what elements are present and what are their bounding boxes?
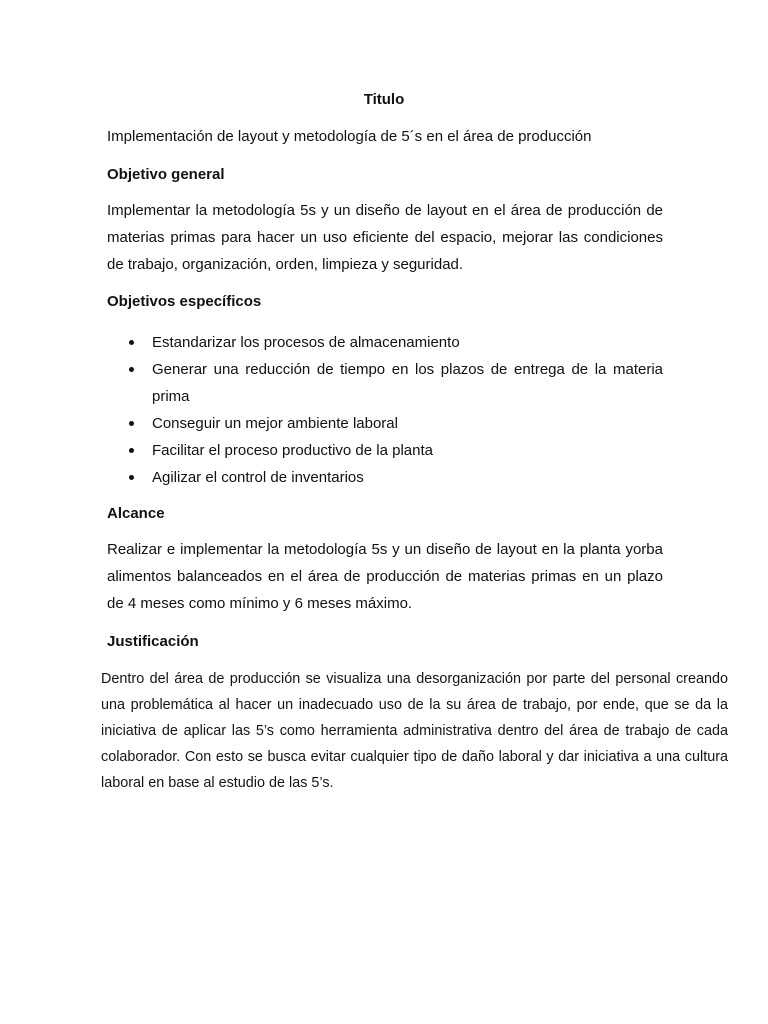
list-item [107, 464, 663, 491]
bullet-icon [129, 421, 134, 426]
objetivos-especificos-heading: Objetivos específicos [107, 293, 262, 310]
document-title: Titulo [363, 91, 405, 108]
alcance-paragraph: Realizar e implementar la metodología 5s y un diseño de layout en la planta yorba alimentos balanceados en el área de producción de materias primas en un plazo de 4 meses como mínimo y 6 meses máximo. [107, 541, 663, 612]
justificacion-heading: Justificación [107, 633, 199, 650]
objetivo-general-heading: Objetivo general [107, 166, 225, 183]
bullet-icon [129, 340, 134, 345]
justificacion-paragraph: Dentro del área de producción se visualiza una desorganización por parte del personal creando una problemática al hacer un inadecuado uso de la su área de trabajo, por ende, que se da la iniciativa de aplicar las 5’s como herramienta administrativa dentro del área de trabajo de cada colaborador. Con esto se busca evitar cualquier tipo de daño laboral y dar iniciativa a una cultura laboral en base al estudio de las 5’s. [101, 671, 728, 791]
list-item [107, 329, 663, 356]
bullet-icon [129, 367, 134, 372]
objetivos-especificos-list [107, 329, 663, 491]
bullet-icon [129, 448, 134, 453]
list-item-text: Generar una reducción de tiempo en los plazos de entrega de la materia prima [152, 361, 663, 405]
document-subtitle: Implementación de layout y metodología de 5´s en el área de producción [107, 128, 592, 145]
list-item [107, 356, 663, 410]
list-item [107, 437, 663, 464]
list-item-text: Conseguir un mejor ambiente laboral [152, 415, 398, 432]
bullet-icon [129, 475, 134, 480]
list-item-text: Agilizar el control de inventarios [152, 469, 364, 486]
list-item-text: Estandarizar los procesos de almacenamiento [152, 334, 460, 351]
list-item [107, 410, 663, 437]
alcance-heading: Alcance [107, 505, 165, 522]
list-item-text: Facilitar el proceso productivo de la planta [152, 442, 433, 459]
objetivo-general-paragraph: Implementar la metodología 5s y un diseño de layout en el área de producción de materias primas para hacer un uso eficiente del espacio, mejorar las condiciones de trabajo, organización, orden, limpieza y seguridad. [107, 202, 663, 273]
